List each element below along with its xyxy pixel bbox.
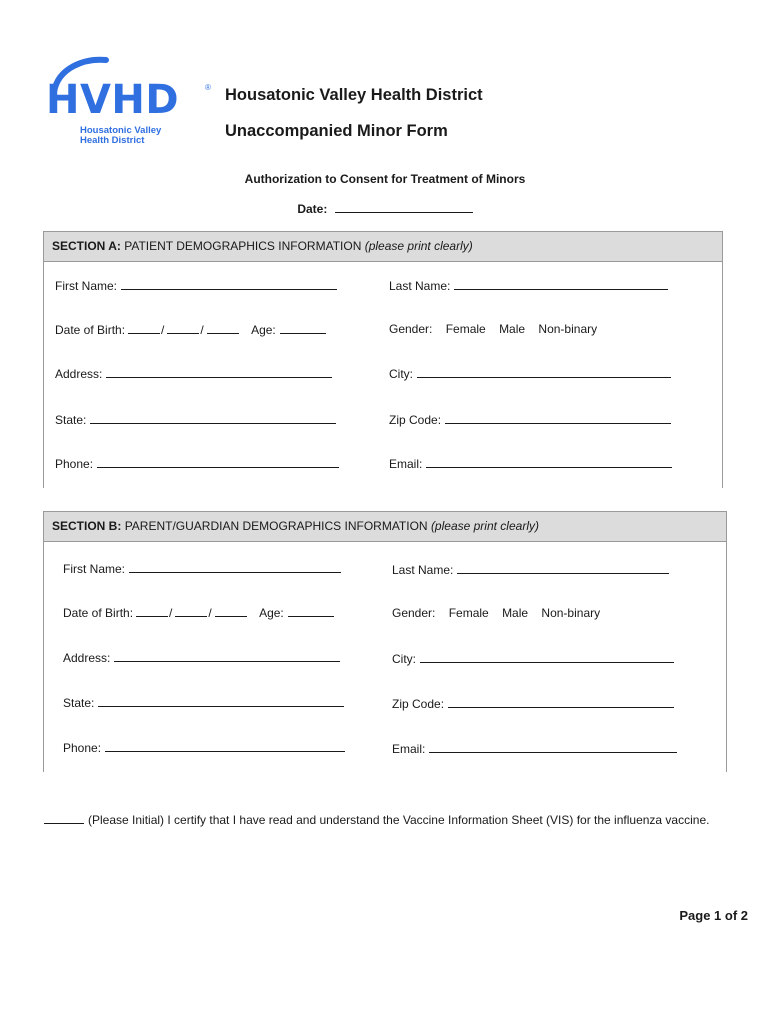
b-address-label: Address:: [63, 651, 111, 665]
logo-subtitle-line1: Housatonic Valley: [80, 125, 162, 136]
b-dob-month-field[interactable]: [136, 605, 168, 617]
b-email-row: [392, 741, 677, 756]
b-gender-row: [392, 606, 600, 620]
logo-subtitle: [80, 126, 161, 146]
a-state-row: [55, 412, 336, 427]
a-last-name-label: Last Name:: [389, 279, 451, 293]
b-phone-field[interactable]: [105, 740, 345, 752]
a-address-row: [55, 366, 332, 381]
b-email-field[interactable]: [429, 741, 677, 753]
b-city-label: City:: [392, 652, 416, 666]
a-phone-row: [55, 456, 339, 471]
b-city-row: [392, 651, 674, 666]
b-address-row: [63, 650, 340, 665]
a-first-name-label: First Name:: [55, 279, 118, 293]
b-gender-nonbinary[interactable]: Non-binary: [541, 606, 601, 620]
section-b-title: PARENT/GUARDIAN DEMOGRAPHICS INFORMATION: [124, 519, 428, 533]
b-state-field[interactable]: [98, 695, 344, 707]
a-state-field[interactable]: [90, 412, 336, 424]
b-first-name-label: First Name:: [63, 562, 126, 576]
a-last-name-field[interactable]: [454, 278, 668, 290]
a-dob-year-field[interactable]: [207, 322, 239, 334]
b-address-field[interactable]: [114, 650, 340, 662]
a-dob-slash-2: /: [200, 323, 204, 337]
a-phone-field[interactable]: [97, 456, 339, 468]
a-dob-day-field[interactable]: [167, 322, 199, 334]
a-zip-label: Zip Code:: [389, 413, 442, 427]
logo-registered-mark: ®: [205, 83, 211, 92]
initial-field[interactable]: [44, 812, 84, 824]
section-b-note: (please print clearly): [430, 519, 539, 533]
b-phone-row: [63, 740, 345, 755]
b-state-row: [63, 695, 344, 710]
b-gender-female[interactable]: Female: [448, 606, 489, 620]
a-email-row: [389, 456, 672, 471]
a-dob-label: Date of Birth:: [55, 323, 126, 337]
section-b-label: SECTION B:: [52, 519, 122, 533]
a-city-field[interactable]: [417, 366, 671, 378]
a-first-name-row: [55, 278, 337, 293]
page-number: Page 1 of 2: [679, 908, 748, 923]
b-zip-row: [392, 696, 674, 711]
date-label: Date:: [297, 202, 328, 216]
a-email-field[interactable]: [426, 456, 672, 468]
a-state-label: State:: [55, 413, 87, 427]
hvhd-logo: [44, 56, 216, 152]
form-title: Unaccompanied Minor Form: [225, 122, 448, 140]
a-gender-label: Gender:: [389, 322, 433, 336]
a-zip-row: [389, 412, 671, 427]
a-dob-slash-1: /: [161, 323, 165, 337]
b-gender-male[interactable]: Male: [502, 606, 529, 620]
a-last-name-row: [389, 278, 668, 293]
b-last-name-row: [392, 562, 669, 577]
a-dob-month-field[interactable]: [128, 322, 160, 334]
b-age-field[interactable]: [288, 605, 334, 617]
a-gender-female[interactable]: Female: [445, 322, 486, 336]
a-zip-field[interactable]: [445, 412, 671, 424]
section-a-label: SECTION A:: [52, 239, 121, 253]
a-age-label: Age:: [251, 323, 276, 337]
a-first-name-field[interactable]: [121, 278, 337, 290]
date-line: [0, 201, 770, 216]
b-dob-row: [63, 605, 334, 620]
section-b-header: [43, 511, 727, 542]
certify-paragraph: [44, 810, 724, 830]
org-name: Housatonic Valley Health District: [225, 86, 483, 104]
a-city-row: [389, 366, 671, 381]
a-age-field[interactable]: [280, 322, 326, 334]
auth-subtitle: Authorization to Consent for Treatment of Minors: [244, 172, 526, 186]
b-age-label: Age:: [259, 606, 284, 620]
b-gender-label: Gender:: [392, 606, 436, 620]
b-dob-year-field[interactable]: [215, 605, 247, 617]
logo-wordmark: HVHD: [46, 77, 180, 123]
a-gender-nonbinary[interactable]: Non-binary: [538, 322, 598, 336]
a-address-label: Address:: [55, 367, 103, 381]
b-first-name-field[interactable]: [129, 561, 341, 573]
b-dob-slash-2: /: [208, 606, 212, 620]
section-a-note: (please print clearly): [364, 239, 473, 253]
certify-text: (Please Initial) I certify that I have read and understand the Vaccine Information Sheet (VIS) for the influenza vaccine.: [88, 813, 710, 827]
a-gender-row: [389, 322, 597, 336]
logo-subtitle-line2: Health District: [80, 135, 145, 146]
b-dob-label: Date of Birth:: [63, 606, 134, 620]
a-phone-label: Phone:: [55, 457, 94, 471]
a-email-label: Email:: [389, 457, 423, 471]
a-gender-male[interactable]: Male: [499, 322, 526, 336]
b-city-field[interactable]: [420, 651, 674, 663]
b-phone-label: Phone:: [63, 741, 102, 755]
b-state-label: State:: [63, 696, 95, 710]
a-city-label: City:: [389, 367, 413, 381]
b-first-name-row: [63, 561, 341, 576]
b-last-name-label: Last Name:: [392, 563, 454, 577]
section-a-header: [43, 231, 723, 262]
a-address-field[interactable]: [106, 366, 332, 378]
section-a-title: PATIENT DEMOGRAPHICS INFORMATION: [124, 239, 362, 253]
date-field[interactable]: [335, 201, 473, 213]
b-last-name-field[interactable]: [457, 562, 669, 574]
b-zip-label: Zip Code:: [392, 697, 445, 711]
b-zip-field[interactable]: [448, 696, 674, 708]
a-dob-row: [55, 322, 326, 337]
b-dob-slash-1: /: [169, 606, 173, 620]
b-email-label: Email:: [392, 742, 426, 756]
b-dob-day-field[interactable]: [175, 605, 207, 617]
